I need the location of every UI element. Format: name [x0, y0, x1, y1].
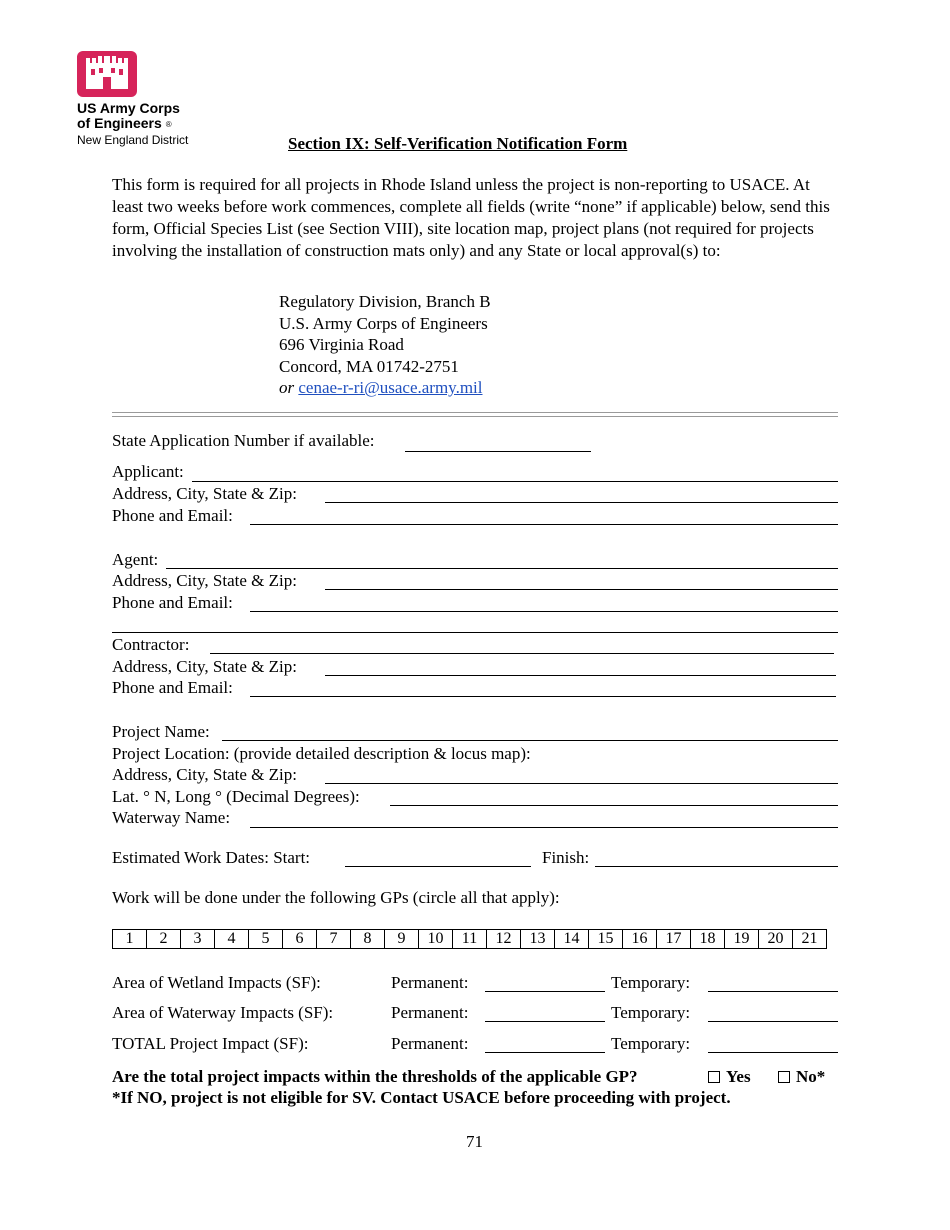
no-checkbox[interactable] [778, 1071, 790, 1083]
waterway-input[interactable] [250, 827, 838, 828]
gp-cell[interactable]: 16 [623, 930, 657, 949]
no-label: No* [796, 1067, 826, 1086]
gp-cell[interactable]: 2 [147, 930, 181, 949]
address-line3: 696 Virginia Road [279, 335, 404, 354]
address-email-line [279, 377, 491, 399]
email-link[interactable]: cenae-r-ri@usace.army.mil [298, 378, 483, 397]
gp-cell[interactable]: 15 [589, 930, 623, 949]
gp-instruction: Work will be done under the following GPs (circle all that apply): [112, 888, 560, 907]
logo-wordmark [77, 101, 180, 132]
latlong-input[interactable] [390, 805, 838, 806]
gp-cell[interactable]: 11 [453, 930, 487, 949]
or-label: or [279, 378, 295, 397]
waterway-label: Waterway Name: [112, 808, 231, 827]
agent-address-input[interactable] [325, 589, 838, 590]
yes-option[interactable] [708, 1067, 751, 1087]
contractor-label: Contractor: [112, 635, 190, 654]
gp-cell[interactable]: 1 [113, 930, 147, 949]
contractor-phone-label: Phone and Email: [112, 678, 233, 697]
wetland-temporary-input[interactable] [708, 991, 838, 992]
wetland-permanent-input[interactable] [485, 991, 605, 992]
logo-line1: US Army Corps [77, 100, 180, 116]
state-app-label: State Application Number if available: [112, 431, 375, 450]
yes-label: Yes [726, 1067, 751, 1086]
total-permanent-input[interactable] [485, 1052, 605, 1053]
gp-cell[interactable]: 6 [283, 930, 317, 949]
latlong-label: Lat. ° N, Long ° (Decimal Degrees): [112, 787, 360, 806]
total-temporary-input[interactable] [708, 1052, 838, 1053]
page-title: Section IX: Self-Verification Notification Form [288, 134, 628, 153]
agent-address-label: Address, City, State & Zip: [112, 571, 297, 590]
state-app-input[interactable] [405, 451, 591, 452]
wetland-permanent-label: Permanent: [391, 973, 469, 992]
gp-cell[interactable]: 8 [351, 930, 385, 949]
logo-line2: of Engineers ® [77, 115, 172, 131]
agent-input[interactable] [166, 568, 838, 569]
start-date-input[interactable] [345, 866, 531, 867]
waterway-impacts-label: Area of Waterway Impacts (SF): [112, 1003, 334, 1022]
applicant-address-label: Address, City, State & Zip: [112, 484, 297, 503]
gp-cell[interactable]: 4 [215, 930, 249, 949]
total-permanent-label: Permanent: [391, 1034, 469, 1053]
gp-cell[interactable]: 14 [555, 930, 589, 949]
contractor-address-label: Address, City, State & Zip: [112, 657, 297, 676]
finish-date-input[interactable] [595, 866, 838, 867]
gp-cell[interactable]: 9 [385, 930, 419, 949]
blank-line [112, 632, 838, 633]
applicant-phone-input[interactable] [250, 524, 838, 525]
project-address-input[interactable] [325, 783, 838, 784]
threshold-note: *If NO, project is not eligible for SV. Contact USACE before proceeding with project. [112, 1088, 731, 1107]
castle-icon [77, 51, 137, 97]
gp-cell[interactable]: 19 [725, 930, 759, 949]
gp-cell[interactable]: 13 [521, 930, 555, 949]
gp-cell[interactable]: 12 [487, 930, 521, 949]
applicant-label: Applicant: [112, 462, 184, 481]
wetland-temporary-label: Temporary: [611, 973, 691, 992]
contractor-input[interactable] [210, 653, 834, 654]
address-line2: U.S. Army Corps of Engineers [279, 313, 488, 333]
yes-checkbox[interactable] [708, 1071, 720, 1083]
waterway-permanent-label: Permanent: [391, 1003, 469, 1022]
gp-cell[interactable]: 20 [759, 930, 793, 949]
usace-castle-logo [77, 51, 137, 97]
total-temporary-label: Temporary: [611, 1034, 691, 1053]
project-name-label: Project Name: [112, 722, 210, 741]
page-number: 71 [466, 1132, 483, 1151]
agent-phone-label: Phone and Email: [112, 593, 233, 612]
waterway-permanent-input[interactable] [485, 1021, 605, 1022]
gp-cell[interactable]: 18 [691, 930, 725, 949]
project-location-label: Project Location: (provide detailed description & locus map): [112, 744, 531, 763]
contractor-phone-input[interactable] [250, 696, 836, 697]
project-address-label: Address, City, State & Zip: [112, 765, 297, 784]
applicant-input[interactable] [192, 481, 838, 482]
gp-cell[interactable]: 5 [249, 930, 283, 949]
no-option[interactable] [778, 1067, 825, 1087]
gp-row [113, 930, 827, 949]
agent-phone-input[interactable] [250, 611, 838, 612]
applicant-phone-label: Phone and Email: [112, 506, 233, 525]
gp-cell[interactable]: 10 [419, 930, 453, 949]
registered-mark: ® [165, 119, 172, 129]
wetland-impacts-label: Area of Wetland Impacts (SF): [112, 973, 321, 992]
project-name-input[interactable] [222, 740, 838, 741]
contractor-address-input[interactable] [325, 675, 836, 676]
section-divider [112, 412, 838, 417]
finish-label: Finish: [542, 848, 590, 867]
address-line1: Regulatory Division, Branch B [279, 292, 491, 311]
logo-district: New England District [77, 133, 189, 147]
address-line4: Concord, MA 01742-2751 [279, 356, 459, 376]
gp-cell[interactable]: 3 [181, 930, 215, 949]
waterway-temporary-label: Temporary: [611, 1003, 691, 1022]
intro-paragraph: This form is required for all projects in Rhode Island unless the project is non-reporting to USACE. At least two weeks before work commences, complete all fields (write “none” if applicable) below, send this form, Official Species List (see Section VIII), site location map, project plans (not required for projects involving the installation of construction mats only) and any State or local approval(s) to: [112, 175, 830, 260]
agent-label: Agent: [112, 550, 159, 569]
threshold-question: Are the total project impacts within the thresholds of the applicable GP? [112, 1067, 638, 1086]
mailing-address [279, 291, 491, 399]
waterway-temporary-input[interactable] [708, 1021, 838, 1022]
gp-cell[interactable]: 17 [657, 930, 691, 949]
gp-table [112, 929, 827, 949]
applicant-address-input[interactable] [325, 502, 838, 503]
gp-cell[interactable]: 7 [317, 930, 351, 949]
work-dates-label: Estimated Work Dates: Start: [112, 848, 311, 867]
total-impact-label: TOTAL Project Impact (SF): [112, 1034, 309, 1053]
gp-cell[interactable]: 21 [793, 930, 827, 949]
